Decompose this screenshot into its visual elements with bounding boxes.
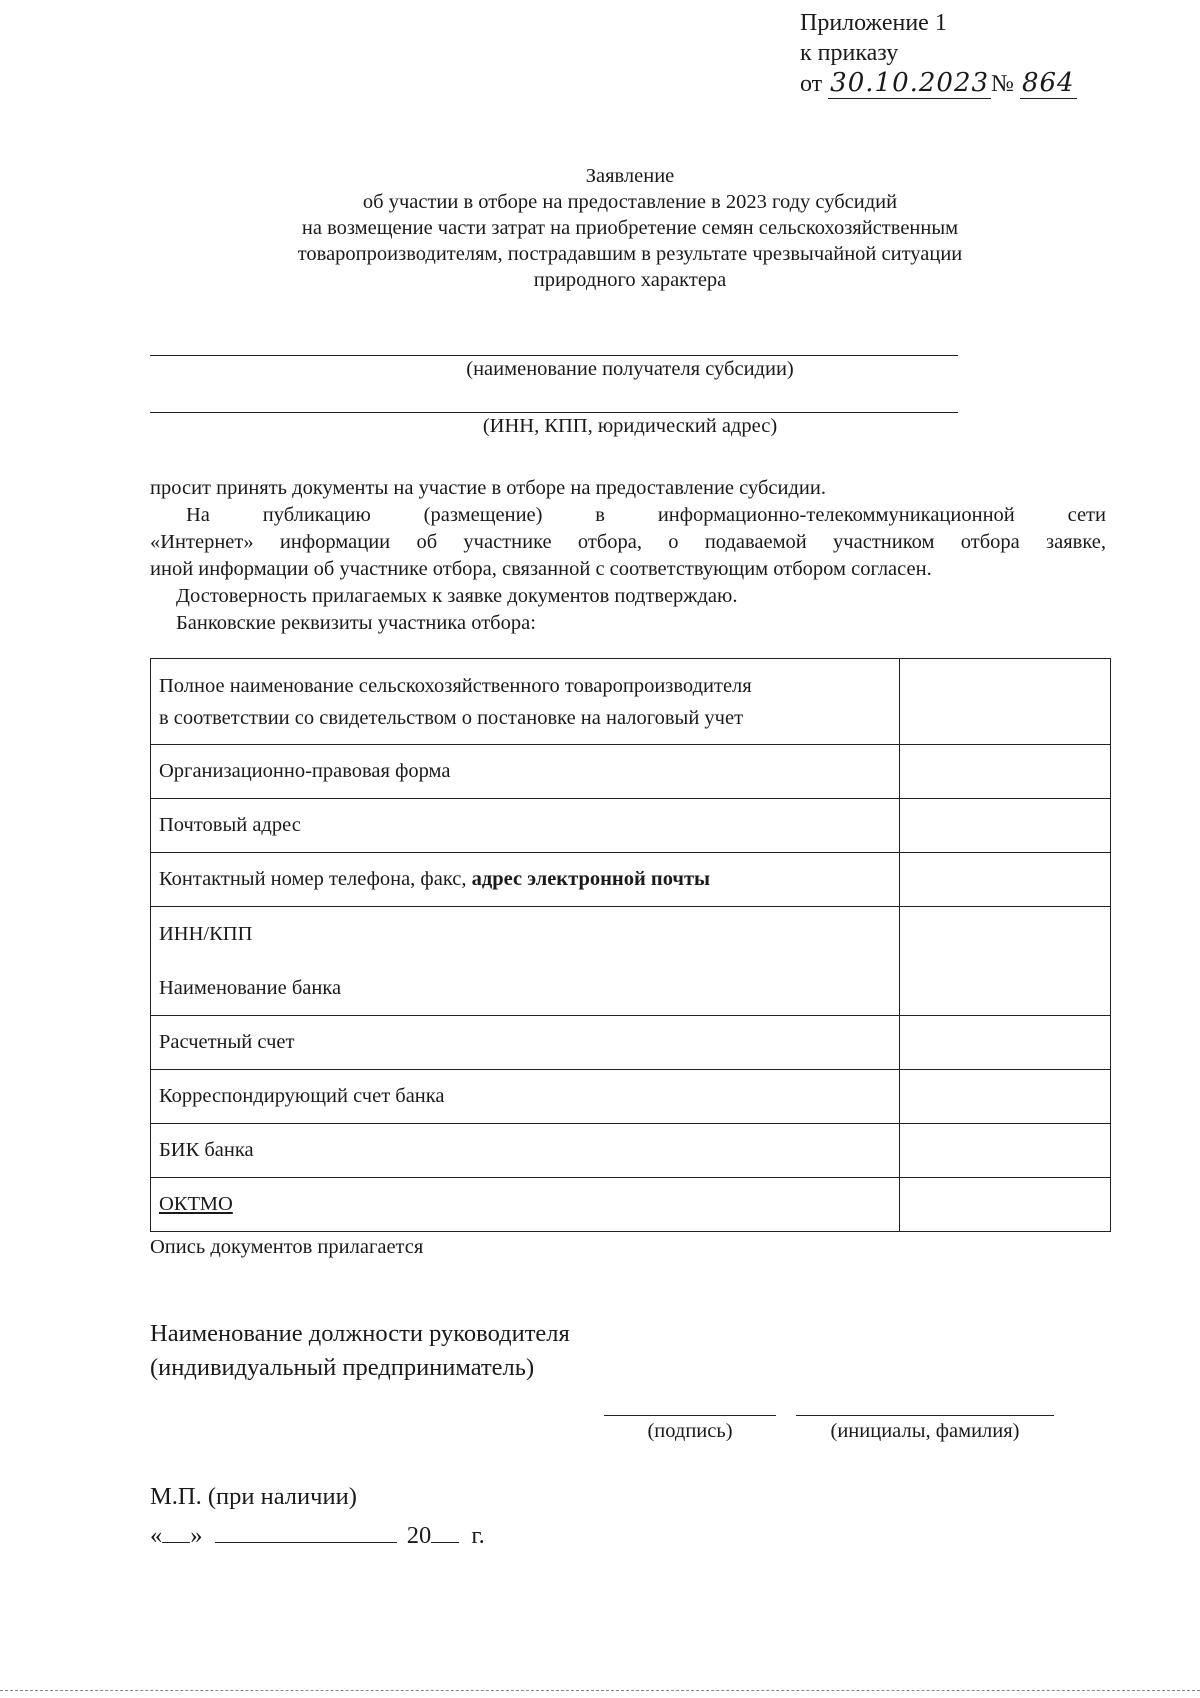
value-cell[interactable]: [900, 745, 1111, 799]
value-cell[interactable]: [900, 853, 1111, 907]
table-row: [151, 659, 1111, 745]
document-title: [150, 163, 1110, 293]
table-row: [151, 1178, 1111, 1232]
table-row: [151, 745, 1111, 799]
inn-kpp-address-field[interactable]: [150, 412, 958, 413]
appendix-header: [800, 8, 1077, 99]
title-line-4: товаропроизводителям, пострадавшим в результате чрезвычайной ситуации: [297, 243, 963, 265]
reliability-text: Достоверность прилагаемых к заявке документов подтверждаю.: [176, 585, 738, 607]
appendix-order-ref: к приказу: [800, 40, 899, 66]
day-field[interactable]: [162, 1520, 190, 1543]
row-label: Корреспондирующий счет банка: [151, 1070, 900, 1124]
request-text: просит принять документы на участие в отборе на предоставление субсидии.: [150, 477, 826, 499]
appendix-title: Приложение 1: [800, 10, 947, 36]
table-row: [151, 907, 1111, 1016]
consent-line-3: иной информации об участнике отбора, связанной с соответствующим отбором согласен.: [150, 558, 932, 580]
consent-line-2: «Интернет» информации об участнике отбора, о подаваемой участником отбора заявке,: [150, 531, 1106, 553]
title-line-2: об участии в отборе на предоставление в 2023 году субсидий: [362, 191, 898, 213]
row-label: Расчетный счет: [151, 1016, 900, 1070]
row-label-line: Полное наименование сельскохозяйственного товаропроизводителя: [159, 674, 752, 697]
oktmo-label: ОКТМО: [159, 1193, 233, 1215]
recipient-name-field[interactable]: [150, 355, 958, 356]
number-label: №: [991, 71, 1014, 97]
title-line-5: природного характера: [533, 269, 727, 291]
year-suffix: г.: [471, 1522, 485, 1549]
row-label: [151, 1178, 900, 1232]
recipient-caption: (наименование получателя субсидии): [466, 358, 794, 380]
from-label: от: [800, 71, 823, 97]
open-quote: «: [150, 1522, 163, 1549]
inventory-note: Опись документов прилагается: [150, 1236, 424, 1258]
row-label: Почтовый адрес: [151, 799, 900, 853]
stamp-note: М.П. (при наличии): [150, 1483, 357, 1510]
page-bottom-edge: [0, 1690, 1200, 1691]
value-cell[interactable]: [900, 1124, 1111, 1178]
value-cell[interactable]: [900, 1016, 1111, 1070]
inn-caption: (ИНН, КПП, юридический адрес): [482, 415, 778, 437]
handwritten-number: 864: [1021, 68, 1075, 98]
initials-field[interactable]: [796, 1415, 1054, 1416]
title-line-3: на возмещение части затрат на приобретение семян сельскохозяйственным: [301, 217, 959, 239]
table-row: [151, 1070, 1111, 1124]
year-prefix: 20: [406, 1522, 432, 1549]
initials-caption: (инициалы, фамилия): [830, 1420, 1020, 1442]
value-cell[interactable]: [900, 799, 1111, 853]
title-line-1: Заявление: [585, 165, 675, 187]
signature-caption: (подпись): [647, 1420, 733, 1442]
value-cell[interactable]: [900, 1070, 1111, 1124]
table-row: [151, 1016, 1111, 1070]
row-label: [151, 907, 900, 1016]
row-label-plain: Контактный номер телефона, факс,: [159, 868, 472, 890]
year-field[interactable]: [431, 1520, 459, 1543]
appendix-date-line: [800, 68, 1077, 99]
table-row: [151, 1124, 1111, 1178]
close-quote: »: [190, 1522, 203, 1549]
position-line-1: Наименование должности руководителя: [150, 1320, 570, 1347]
row-label: Организационно-правовая форма: [151, 745, 900, 799]
row-label-line: в соответствии со свидетельством о постановке на налоговый учет: [159, 706, 744, 729]
row-label: [151, 659, 900, 745]
month-field[interactable]: [215, 1520, 397, 1543]
consent-line-1: На публикацию (размещение) в информационно-телекоммуникационной сети: [186, 504, 1106, 526]
table-row: [151, 853, 1111, 907]
date-line: [150, 1520, 485, 1550]
table-row: [151, 799, 1111, 853]
handwritten-date: 30.10.2023: [830, 68, 990, 98]
row-label-line: ИНН/КПП: [159, 923, 253, 945]
row-label-line: Наименование банка: [159, 977, 342, 999]
bank-details-table: [150, 658, 1111, 1232]
position-line-2: (индивидуальный предприниматель): [150, 1354, 535, 1381]
bank-details-intro: Банковские реквизиты участника отбора:: [176, 612, 536, 634]
value-cell[interactable]: [900, 907, 1111, 1016]
row-label: [151, 853, 900, 907]
row-label: БИК банка: [151, 1124, 900, 1178]
position-block: [150, 1317, 570, 1385]
value-cell[interactable]: [900, 659, 1111, 745]
signature-field[interactable]: [604, 1415, 776, 1416]
row-label-bold: адрес электронной почты: [471, 868, 711, 890]
value-cell[interactable]: [900, 1178, 1111, 1232]
